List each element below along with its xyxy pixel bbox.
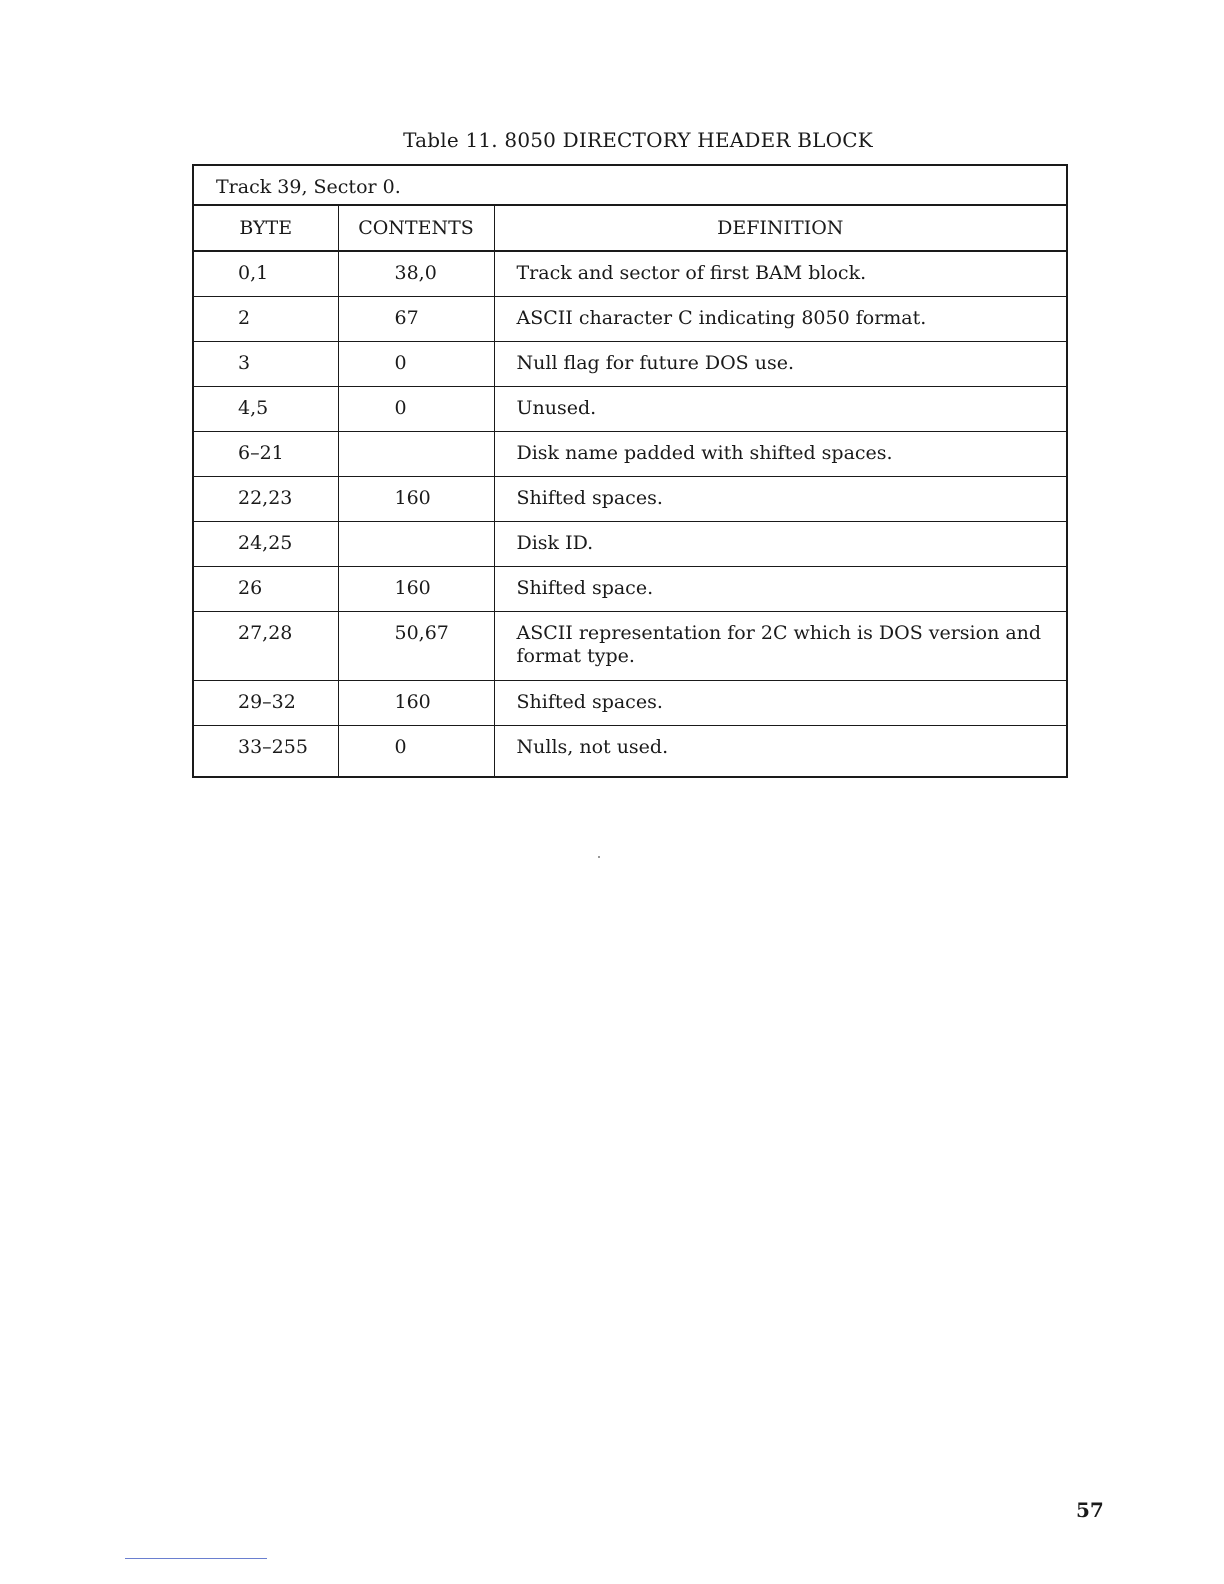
byte-cell: 6–21 — [193, 431, 338, 476]
byte-cell: 29–32 — [193, 680, 338, 725]
definition-cell: Unused. — [494, 386, 1067, 431]
table-row — [193, 251, 1067, 296]
definition-cell: Shifted spaces. — [494, 680, 1067, 725]
byte-cell: 33–255 — [193, 725, 338, 777]
track-sector-label: Track 39, Sector 0. — [193, 165, 1067, 205]
definition-cell: ASCII representation for 2C which is DOS version and format type. — [494, 611, 1067, 680]
contents-cell: 38,0 — [338, 251, 494, 296]
table-row — [193, 521, 1067, 566]
definition-cell: Nulls, not used. — [494, 725, 1067, 777]
table-row — [193, 476, 1067, 521]
contents-cell: 67 — [338, 296, 494, 341]
directory-header-table — [192, 164, 1068, 778]
definition-cell: Null flag for future DOS use. — [494, 341, 1067, 386]
table-row — [193, 431, 1067, 476]
table-row — [193, 386, 1067, 431]
contents-cell: 50,67 — [338, 611, 494, 680]
contents-cell: 0 — [338, 725, 494, 777]
column-header-contents: CONTENTS — [338, 205, 494, 251]
contents-cell: 160 — [338, 476, 494, 521]
scan-speck — [598, 856, 600, 858]
definition-cell: Disk name padded with shifted spaces. — [494, 431, 1067, 476]
byte-cell: 22,23 — [193, 476, 338, 521]
column-header-definition: DEFINITION — [494, 205, 1067, 251]
table-row — [193, 680, 1067, 725]
track-sector-row — [193, 165, 1067, 205]
column-header-byte: BYTE — [193, 205, 338, 251]
contents-cell: 160 — [338, 680, 494, 725]
contents-cell: 0 — [338, 386, 494, 431]
byte-cell: 3 — [193, 341, 338, 386]
table-row — [193, 296, 1067, 341]
table-caption: Table 11. 8050 DIRECTORY HEADER BLOCK — [403, 128, 873, 152]
contents-cell: 160 — [338, 566, 494, 611]
byte-cell: 24,25 — [193, 521, 338, 566]
byte-cell: 27,28 — [193, 611, 338, 680]
page-number: 57 — [1076, 1498, 1104, 1522]
contents-cell — [338, 431, 494, 476]
byte-cell: 2 — [193, 296, 338, 341]
definition-cell: ASCII character C indicating 8050 format. — [494, 296, 1067, 341]
byte-cell: 0,1 — [193, 251, 338, 296]
definition-cell: Shifted space. — [494, 566, 1067, 611]
table-row — [193, 725, 1067, 777]
byte-cell: 26 — [193, 566, 338, 611]
contents-cell: 0 — [338, 341, 494, 386]
table-header-row — [193, 205, 1067, 251]
definition-cell: Track and sector of first BAM block. — [494, 251, 1067, 296]
definition-cell: Disk ID. — [494, 521, 1067, 566]
byte-cell: 4,5 — [193, 386, 338, 431]
contents-cell — [338, 521, 494, 566]
table-row — [193, 611, 1067, 680]
table-row — [193, 341, 1067, 386]
footer-rule — [125, 1558, 267, 1559]
table-row — [193, 566, 1067, 611]
definition-cell: Shifted spaces. — [494, 476, 1067, 521]
